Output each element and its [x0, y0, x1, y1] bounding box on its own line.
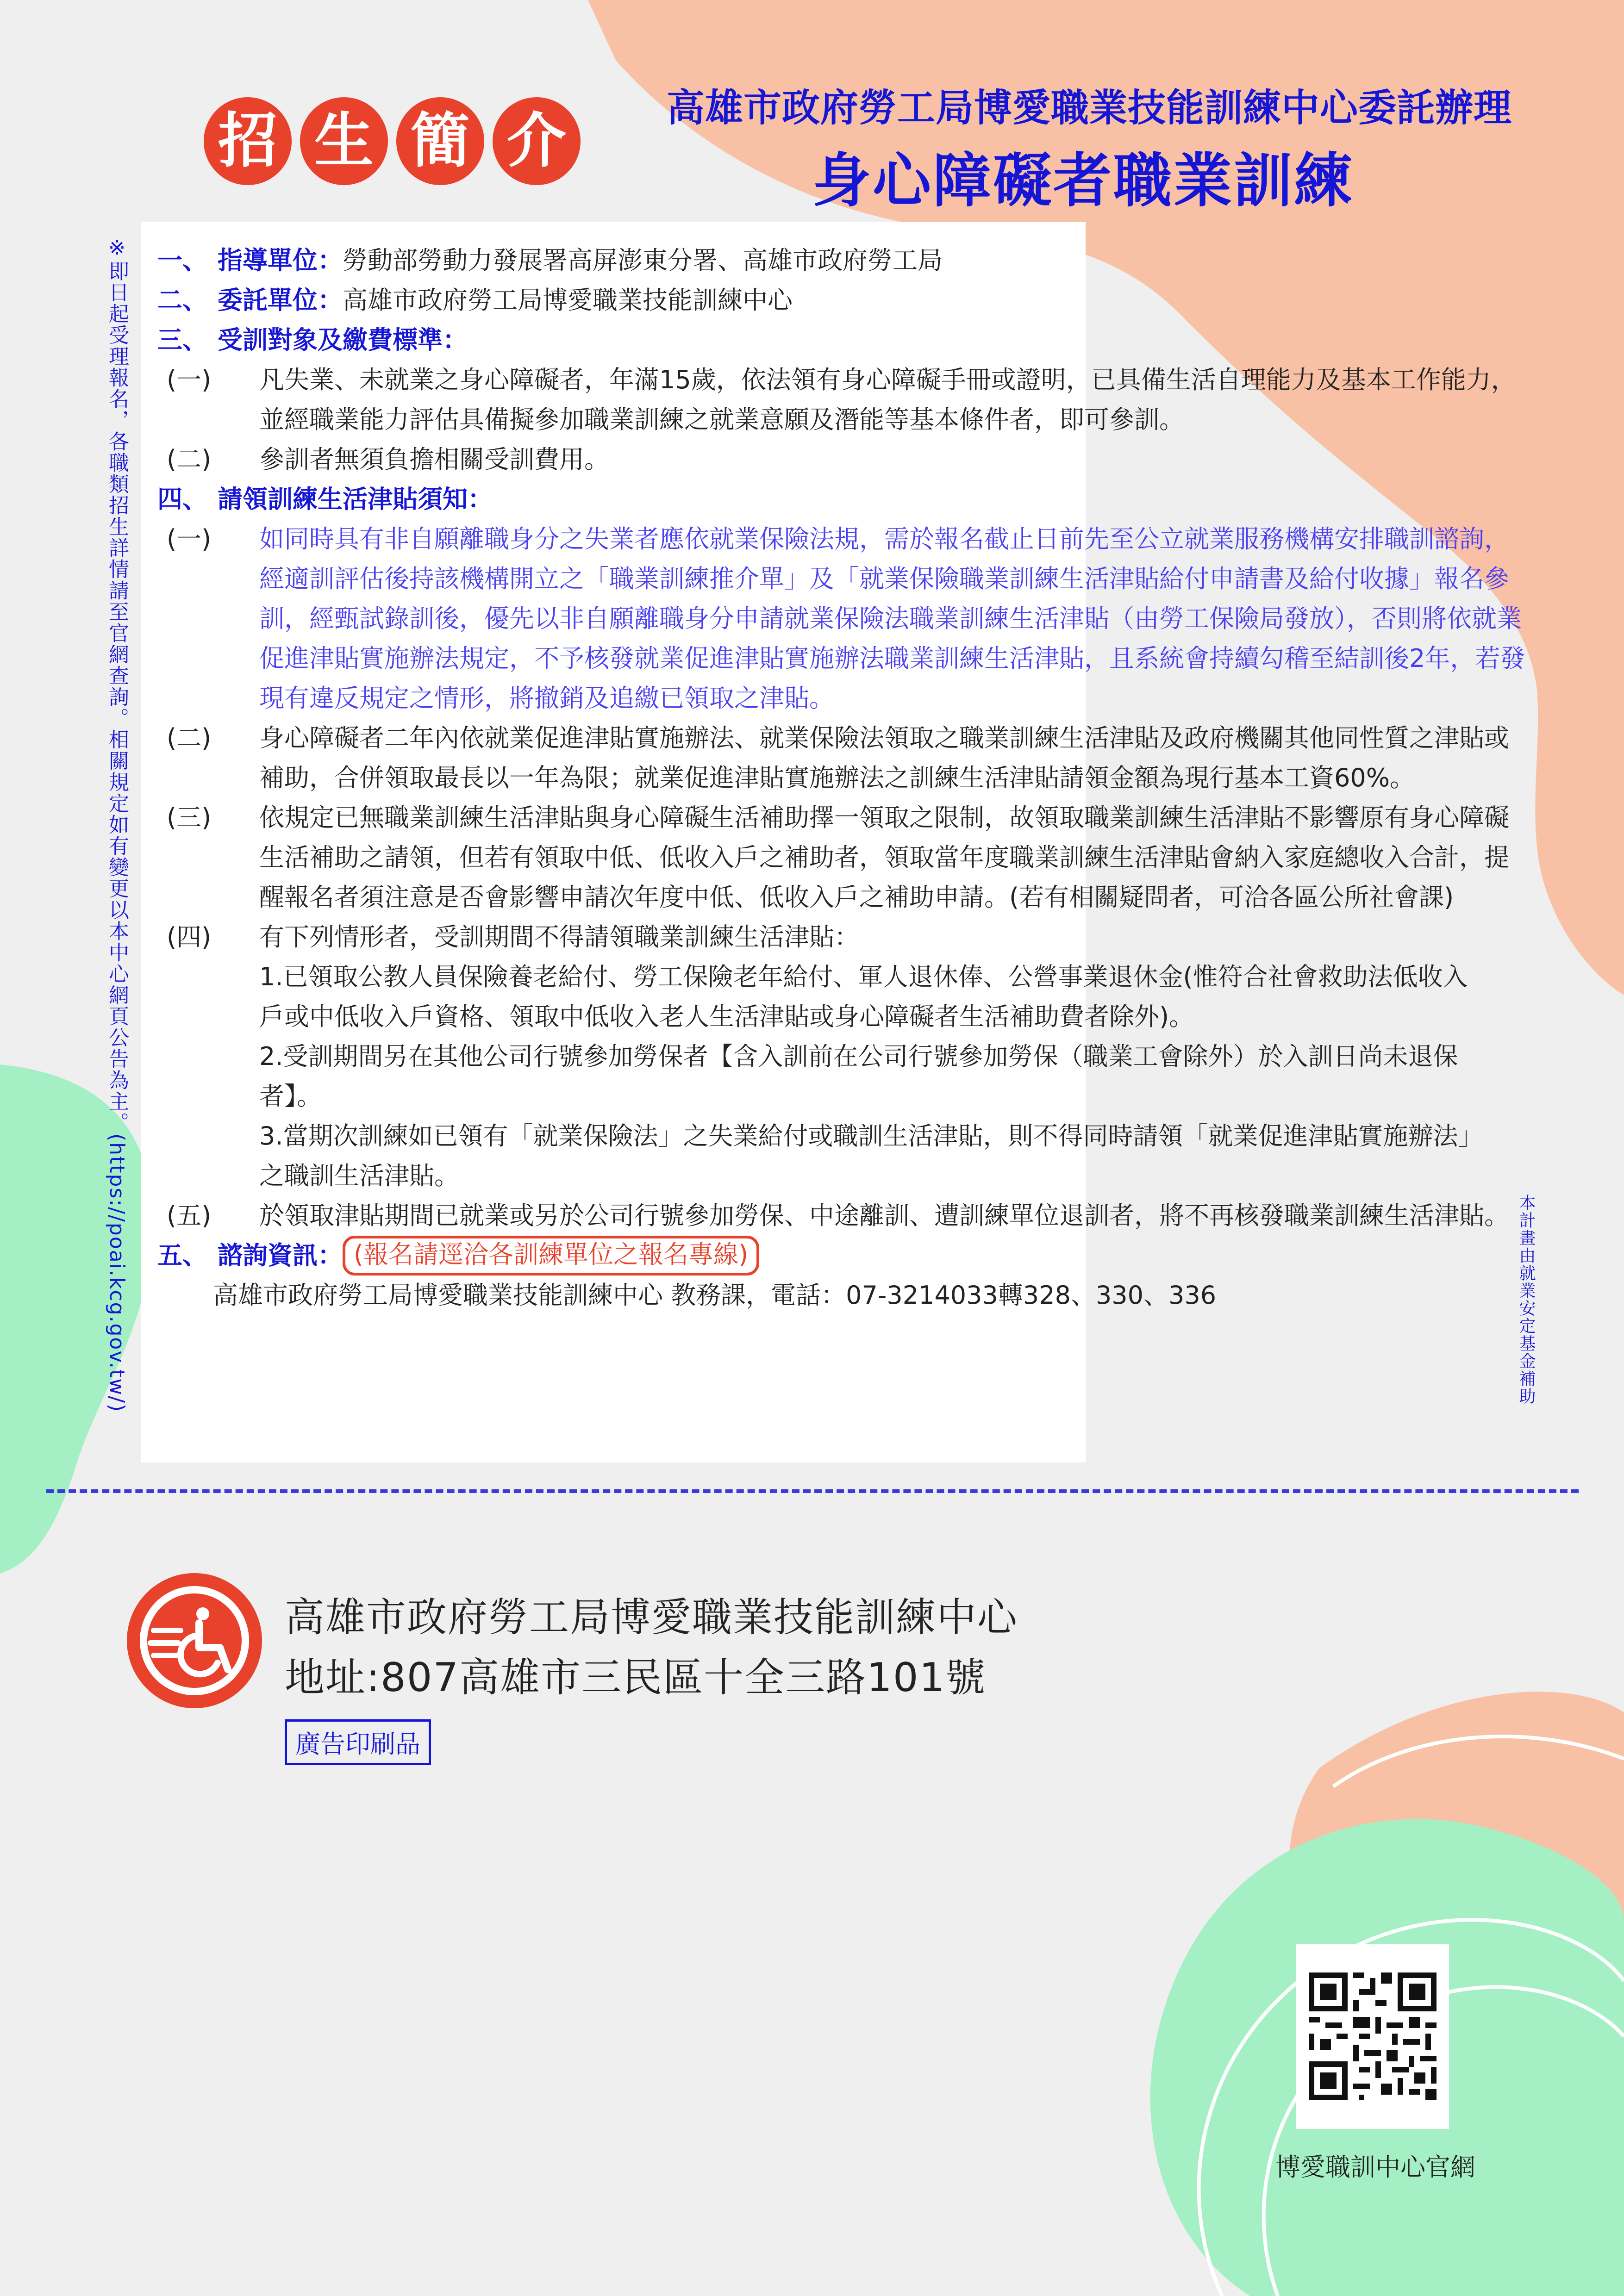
qr-code-card[interactable]	[1296, 1944, 1449, 2129]
item-mark: (一)	[167, 365, 212, 394]
item-text: 身心障礙者二年內依就業促進津貼實施辦法、就業保險法領取之職業訓練生活津貼及政府機關其他同性質之津貼或補助，合併領取最長以一年為限；就業促進津貼實施辦法之訓練生活津貼請領金額為現行基本工資60%。	[259, 723, 1509, 792]
contact-info: 高雄市政府勞工局博愛職業技能訓練中心 教務課，電話：07-3214033轉328、330、336	[213, 1281, 1217, 1310]
section-label: 受訓對象及繳費標準：	[218, 325, 468, 355]
item-mark: (五)	[167, 1201, 212, 1230]
item-text: 凡失業、未就業之身心障礙者，年滿15歲，依法領有身心障礙手冊或證明，已具備生活自理能力及基本工作能力，並經職業能力評估具備擬參加職業訓練之就業意願及潛能等基本條件者，即可參訓。	[259, 365, 1516, 434]
badge-char: 生	[300, 97, 388, 185]
page-title: 身心障礙者職業訓練	[812, 147, 1354, 215]
recruitment-badges	[204, 97, 581, 185]
footer-org-name: 高雄市政府勞工局博愛職業技能訓練中心	[285, 1594, 1018, 1641]
section-label: 請領訓練生活津貼須知：	[218, 485, 493, 514]
paragraph-4-5	[167, 1196, 1528, 1236]
section-label: 諮詢資訊：	[218, 1241, 343, 1270]
side-note-registration: ※即日起受理報名，各職類招生詳情請至官網查詢。相關規定如有變更以本中心網頁公告為主。(https://poai.kcg.gov.tw/)	[105, 236, 129, 1413]
wheelchair-icon	[125, 1571, 264, 1710]
paragraph-3-1	[167, 360, 1528, 440]
section-number: 四、	[157, 485, 207, 514]
badge-char: 簡	[396, 97, 484, 185]
item-mark: (二)	[167, 723, 212, 753]
item-text-highlighted: 如同時具有非自願離職身分之失業者應依就業保險法規，需於報名截止日前先至公立就業服務機構安排職訓諮詢，經適訓評估後持該機構開立之「職業訓練推介單」及「就業保險職業訓練生活津貼給付申請書及給付收據」報名參訓，經甄試錄訓後，優先以非自願離職身分申請就業保險法職業訓練生活津貼（由勞工保險局發放），否則將依就業促進津貼實施辦法規定，不予核發就業促進津貼實施辦法職業訓練生活津貼，且系統會持續勾稽至結訓後2年，若發現有違反規定之情形，將撤銷及追繳已領取之津貼。	[259, 524, 1525, 713]
item-text: 有下列情形者，受訓期間不得請領職業訓練生活津貼：	[259, 922, 859, 952]
side-note-funding: 本計畫由就業安定基金補助	[1517, 1194, 1536, 1405]
section-4	[157, 479, 1491, 519]
section-text: 高雄市政府勞工局博愛職業技能訓練中心	[343, 286, 793, 315]
section-number: 二、	[157, 286, 207, 315]
dashed-divider	[46, 1489, 1579, 1493]
section-number: 五、	[157, 1241, 207, 1270]
item-text: 於領取津貼期間已就業或另於公司行號參加勞保、中途離訓、遭訓練單位退訓者，將不再核發職業訓練生活津貼。	[259, 1201, 1509, 1230]
item-text: 參訓者無須負擔相關受訓費用。	[259, 445, 609, 474]
registration-note: (報名請逕洽各訓練單位之報名專線)	[343, 1236, 759, 1276]
section-label: 委託單位：	[218, 286, 343, 315]
commissioning-org-line: 高雄市政府勞工局博愛職業技能訓練中心委託辦理	[667, 86, 1512, 130]
paragraph-4-4	[167, 917, 1528, 957]
item-text: 依規定已無職業訓練生活津貼與身心障礙生活補助擇一領取之限制，故領取職業訓練生活津貼不影響原有身心障礙生活補助之請領，但若有領取中低、低收入戶之補助者，領取當年度職業訓練生活津貼會納入家庭總收入合計，提醒報名者須注意是否會影響申請次年度中低、低收入戶之補助申請。(若有相關疑問者，可洽各區公所社會課)	[259, 803, 1509, 912]
content-body	[157, 241, 1525, 1315]
badge-char: 介	[493, 97, 581, 185]
item-mark: (二)	[167, 445, 212, 474]
qr-code-icon[interactable]	[1303, 1967, 1442, 2106]
paragraph-4-1	[167, 519, 1528, 718]
section-5	[157, 1236, 1491, 1276]
section-2	[157, 280, 1491, 320]
item-mark: (一)	[167, 524, 212, 554]
ad-print-label: 廣告印刷品	[285, 1719, 431, 1765]
paragraph-3-2	[167, 440, 1528, 479]
paragraph-4-3	[167, 798, 1528, 917]
section-number: 一、	[157, 246, 207, 275]
item-mark: (四)	[167, 922, 212, 952]
item-mark: (三)	[167, 803, 212, 832]
list-item: 2.受訓期間另在其他公司行號參加勞保者【含入訓前在公司行號參加勞保（職業工會除外）於入訓日尚未退保者】。	[259, 1042, 1458, 1111]
section-1	[157, 241, 1491, 280]
paragraph-4-2	[167, 718, 1528, 798]
section-label: 指導單位：	[218, 246, 343, 275]
list-item: 3.當期次訓練如已領有「就業保險法」之失業給付或職訓生活津貼，則不得同時請領「就業促進津貼實施辦法」之職訓生活津貼。	[259, 1121, 1471, 1190]
list-item: 1.已領取公教人員保險養老給付、勞工保險老年給付、軍人退休俸、公營事業退休金(惟符合社會救助法低收入戶或中低收入戶資格、領取中低收入老人生活津貼或身心障礙者生活補助費者除外)。	[259, 962, 1468, 1031]
section-3	[157, 320, 1491, 360]
section-text: 勞動部勞動力發展署高屏澎東分署、高雄市政府勞工局	[343, 246, 943, 275]
badge-char: 招	[204, 97, 292, 185]
footer-address: 地址:807高雄市三民區十全三路101號	[285, 1655, 987, 1701]
qr-caption: 博愛職訓中心官網	[1275, 2153, 1475, 2182]
section-number: 三、	[157, 325, 207, 355]
